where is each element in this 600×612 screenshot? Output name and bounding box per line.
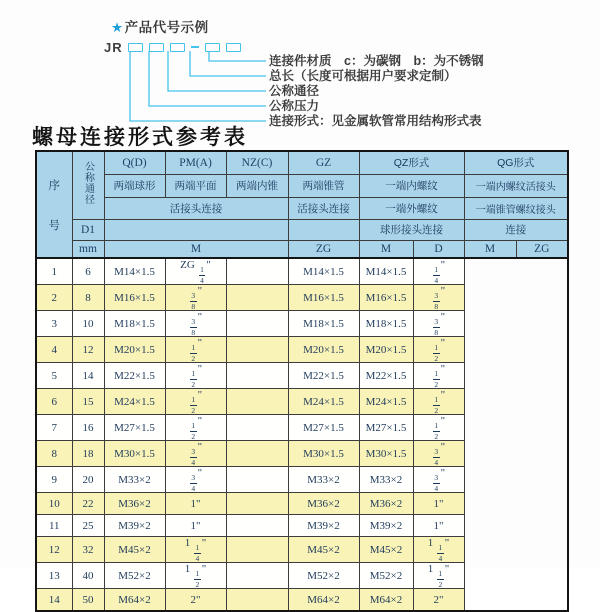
cell-m: M52×2 [104, 563, 165, 589]
code-box-5 [226, 43, 241, 52]
cell-mm: 40 [72, 563, 104, 589]
header-qg-row2: 一端内螺纹活接头 [464, 174, 568, 197]
cell-qg_m: M36×2 [359, 493, 413, 515]
header-seq-char-1: 序 [48, 179, 60, 192]
cell-no: 4 [36, 337, 72, 363]
cell-no: 6 [36, 389, 72, 415]
table-row [36, 363, 568, 389]
cell-no: 8 [36, 441, 72, 467]
legend-diameter: 公称通径 [269, 84, 320, 98]
header-gz-sub: 两端锥管 [288, 174, 359, 197]
cell-no: 2 [36, 285, 72, 311]
cell-qg_m: M45×2 [359, 537, 413, 563]
cell-mm: 25 [72, 515, 104, 537]
cell-m: M64×2 [104, 589, 165, 612]
code-dash [191, 46, 199, 48]
cell-qz_d: M36×2 [288, 493, 359, 515]
table-row [36, 285, 568, 311]
cell-no: 10 [36, 493, 72, 515]
header-col-q: Q(D) [104, 151, 165, 174]
cell-gz_zg: $\frac{3}{8}$ " [165, 285, 226, 311]
cell-qz_m [226, 337, 288, 363]
cell-m: M33×2 [104, 467, 165, 493]
cell-gz_zg: $\frac{1}{2}$ " [165, 337, 226, 363]
cell-qz_m [226, 467, 288, 493]
header-col-pm: PM(A) [165, 151, 226, 174]
cell-qz_d: M64×2 [288, 589, 359, 612]
cell-gz_zg: $\frac{1}{2}$ " [165, 415, 226, 441]
cell-qg_m: M22×1.5 [359, 363, 413, 389]
code-box-2 [149, 43, 164, 52]
header-nominal-diameter: 公称通径 [72, 151, 104, 219]
cell-qz_m [226, 515, 288, 537]
cell-qg_zg: $\frac{1}{2}$ " [413, 337, 464, 363]
cell-qg_m: M30×1.5 [359, 441, 413, 467]
cell-qz_m [226, 563, 288, 589]
legend-connection: 连接形式：见金属软管常用结构形式表 [269, 114, 482, 128]
cell-qz_d: M20×1.5 [288, 337, 359, 363]
cell-qg_zg: $\frac{3}{8}$ " [413, 311, 464, 337]
cell-qg_m: M27×1.5 [359, 415, 413, 441]
table-row [36, 415, 568, 441]
cell-mm: 32 [72, 537, 104, 563]
cell-no: 1 [36, 258, 72, 285]
cell-qz_d: M45×2 [288, 537, 359, 563]
cell-m: M27×1.5 [104, 415, 165, 441]
cell-mm: 18 [72, 441, 104, 467]
cell-qg_zg: $\frac{1}{2}$ " [413, 415, 464, 441]
table-row [36, 493, 568, 515]
cell-qz_d: M18×1.5 [288, 311, 359, 337]
header-qg-row3: 一端锥管螺纹接头 [464, 197, 568, 219]
cell-qg_zg: 1 $\frac{1}{4}$ " [413, 537, 464, 563]
cell-no: 9 [36, 467, 72, 493]
cell-qg_zg: 1" [413, 493, 464, 515]
cell-qz_m [226, 389, 288, 415]
cell-qz_d: M39×2 [288, 515, 359, 537]
table-body [36, 258, 568, 611]
cell-qz_d: M16×1.5 [288, 285, 359, 311]
cell-gz_zg: $\frac{1}{2}$ " [165, 389, 226, 415]
diagram-heading [111, 16, 209, 36]
cell-gz_zg: $\frac{3}{8}$ " [165, 311, 226, 337]
cell-qg_zg: 1 $\frac{1}{2}$ " [413, 563, 464, 589]
cell-no: 5 [36, 363, 72, 389]
table-row [36, 563, 568, 589]
cell-m: M24×1.5 [104, 389, 165, 415]
cell-gz_zg: 1" [165, 493, 226, 515]
header-union-span: 活接头连接 [104, 197, 288, 219]
cell-qz_d: M22×1.5 [288, 363, 359, 389]
cell-gz_zg: 2" [165, 589, 226, 612]
cell-qg_m: M52×2 [359, 563, 413, 589]
cell-qz_d: M27×1.5 [288, 415, 359, 441]
cell-qz_d: M24×1.5 [288, 389, 359, 415]
cell-m: M30×1.5 [104, 441, 165, 467]
header-qz-row3: 一端外螺纹 [359, 197, 464, 219]
cell-mm: 6 [72, 258, 104, 285]
header-qz-d: D [413, 240, 464, 258]
cell-m: M36×2 [104, 493, 165, 515]
cell-mm: 10 [72, 311, 104, 337]
header-d1: D1 [72, 219, 104, 240]
cell-qz_m [226, 493, 288, 515]
cell-m: M16×1.5 [104, 285, 165, 311]
cell-qz_m [226, 311, 288, 337]
code-box-3 [170, 43, 185, 52]
header-m-span: M [104, 240, 288, 258]
cell-qg_m: M14×1.5 [359, 258, 413, 285]
header-qz-row2: 一端内螺纹 [359, 174, 464, 197]
cell-qg_zg: $\frac{1}{4}$ " [413, 258, 464, 285]
cell-no: 7 [36, 415, 72, 441]
table-row [36, 467, 568, 493]
cell-mm: 20 [72, 467, 104, 493]
cell-qz_d: M52×2 [288, 563, 359, 589]
legend-material: 连接件材质 c：为碳钢 b：为不锈钢 [269, 54, 484, 68]
cell-mm: 22 [72, 493, 104, 515]
header-gz-row3: 活接头连接 [288, 197, 359, 219]
star-icon: ★ [111, 20, 124, 35]
cell-qg_m: M16×1.5 [359, 285, 413, 311]
cell-qg_m: M64×2 [359, 589, 413, 612]
code-box-4 [205, 43, 220, 52]
header-blank-m-span [104, 219, 288, 240]
header-seq [36, 151, 72, 258]
diagram-heading-text: 产品代号示例 [124, 20, 209, 35]
header-col-gz: GZ [288, 151, 359, 174]
cell-qg_zg: $\frac{1}{2}$ " [413, 363, 464, 389]
table-row [36, 311, 568, 337]
cell-qz_m [226, 258, 288, 285]
header-blank-gz [288, 219, 359, 240]
cell-qg_m: M39×2 [359, 515, 413, 537]
cell-qz_m [226, 589, 288, 612]
cell-gz_zg: $\frac{3}{4}$ " [165, 441, 226, 467]
header-qz-row4: 球形接头连接 [359, 219, 464, 240]
cell-qg_m: M24×1.5 [359, 389, 413, 415]
table-row [36, 389, 568, 415]
cell-qz_d: M30×1.5 [288, 441, 359, 467]
header-qg-row4: 连接 [464, 219, 568, 240]
table-row [36, 515, 568, 537]
cell-m: M39×2 [104, 515, 165, 537]
cell-gz_zg: 1" [165, 515, 226, 537]
cell-qz_d: M14×1.5 [288, 258, 359, 285]
cell-qg_zg: 1" [413, 515, 464, 537]
table-row [36, 337, 568, 363]
nut-connection-table [35, 150, 569, 612]
cell-qz_m [226, 285, 288, 311]
cell-qz_d: M33×2 [288, 467, 359, 493]
cell-qg_m: M20×1.5 [359, 337, 413, 363]
header-qg-zg: ZG [516, 240, 568, 258]
cell-no: 3 [36, 311, 72, 337]
cell-m: M18×1.5 [104, 311, 165, 337]
cell-qz_m [226, 441, 288, 467]
cell-gz_zg: 1 $\frac{1}{4}$ " [165, 537, 226, 563]
header-col-qz: QZ形式 [359, 151, 464, 174]
cell-no: 11 [36, 515, 72, 537]
cell-mm: 12 [72, 337, 104, 363]
cell-no: 12 [36, 537, 72, 563]
cell-qg_zg: $\frac{3}{8}$ " [413, 285, 464, 311]
cell-qg_zg: $\frac{3}{4}$ " [413, 441, 464, 467]
table-row [36, 537, 568, 563]
header-gz-zg: ZG [288, 240, 359, 258]
cell-gz_zg: 1 $\frac{1}{2}$ " [165, 563, 226, 589]
cell-qg_m: M33×2 [359, 467, 413, 493]
cell-m: M22×1.5 [104, 363, 165, 389]
cell-qg_m: M18×1.5 [359, 311, 413, 337]
cell-no: 13 [36, 563, 72, 589]
header-pm-sub: 两端平面 [165, 174, 226, 197]
cell-m: M45×2 [104, 537, 165, 563]
header-qz-m: M [359, 240, 413, 258]
cell-no: 14 [36, 589, 72, 612]
header-seq-char-2: 号 [48, 219, 60, 232]
header-qg-m: M [464, 240, 516, 258]
cell-mm: 8 [72, 285, 104, 311]
header-col-qg: QG形式 [464, 151, 568, 174]
legend-length: 总长（长度可根据用户要求定制） [269, 69, 457, 83]
cell-qg_zg: 2" [413, 589, 464, 612]
cell-gz_zg: $\frac{1}{2}$ " [165, 363, 226, 389]
cell-qz_m [226, 537, 288, 563]
cell-qz_m [226, 415, 288, 441]
table-row [36, 589, 568, 612]
cell-gz_zg: $\frac{3}{4}$ " [165, 467, 226, 493]
cell-qz_m [226, 363, 288, 389]
cell-mm: 50 [72, 589, 104, 612]
cell-mm: 14 [72, 363, 104, 389]
table-title: 螺母连接形式参考表 [32, 124, 248, 149]
cell-mm: 16 [72, 415, 104, 441]
header-q-sub: 两端球形 [104, 174, 165, 197]
header-mm: mm [72, 240, 104, 258]
cell-qg_zg: $\frac{1}{2}$ " [413, 389, 464, 415]
cell-gz_zg: ZG $\frac{1}{4}$ " [165, 258, 226, 285]
table-row [36, 258, 568, 285]
legend-pressure: 公称压力 [269, 99, 320, 113]
cell-mm: 15 [72, 389, 104, 415]
header-nz-sub: 两端内锥 [226, 174, 288, 197]
code-prefix: JR [104, 39, 123, 55]
code-box-1 [128, 43, 143, 52]
cell-m: M20×1.5 [104, 337, 165, 363]
table-row [36, 441, 568, 467]
header-col-nz: NZ(C) [226, 151, 288, 174]
cell-qg_zg: $\frac{3}{4}$ " [413, 467, 464, 493]
cell-m: M14×1.5 [104, 258, 165, 285]
product-code-row [104, 41, 247, 53]
